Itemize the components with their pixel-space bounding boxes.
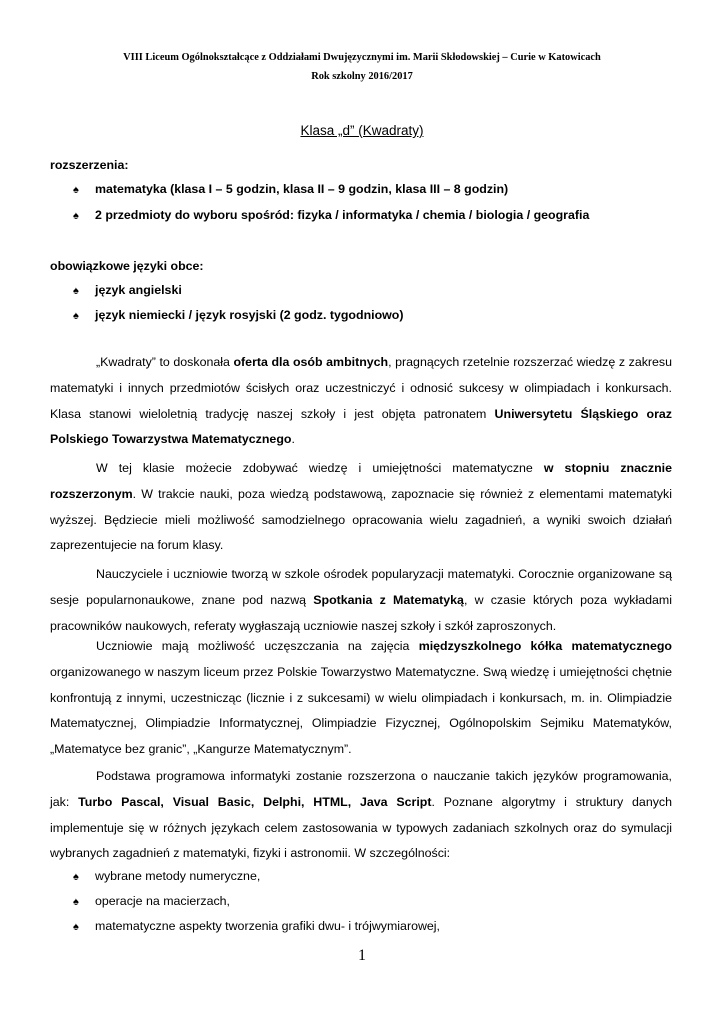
topic-item: ♠ matematyczne aspekty tworzenia grafiki dwu- i trójwymiarowej, xyxy=(73,919,440,933)
school-year-header: Rok szkolny 2016/2017 xyxy=(311,71,413,82)
spade-bullet-icon: ♠ xyxy=(73,921,79,933)
languages-heading: obowiązkowe języki obce: xyxy=(50,259,204,273)
topic-item: ♠ operacje na macierzach, xyxy=(73,894,230,908)
paragraph-intro: „Kwadraty” to doskonała oferta dla osób ambitnych, pragnących rzetelnie rozszerzać wiedzę z zakresu matematyki i innych przedmiotów ścisłych oraz uczestniczyć i odnosić sukcesy w olimpiadach i konkursach. Klasa stanowi wieloletnią tradycję naszej szkoły i jest objęta patronatem Uniwersytetu Śląskiego oraz Polskiego Towarzystwa Matematycznego. xyxy=(50,355,673,447)
extension-item: ♠ 2 przedmioty do wyboru spośród: fizyka / informatyka / chemia / biologia / geografia xyxy=(73,208,590,222)
topic-item: ♠ wybrane metody numeryczne, xyxy=(73,869,261,883)
language-item: ♠ język angielski xyxy=(73,283,182,297)
school-name-header: VIII Liceum Ogólnokształcące z Oddziałami Dwujęzycznymi im. Marii Skłodowskiej – Curie w Katowicach xyxy=(123,52,601,63)
paragraph-math-level: W tej klasie możecie zdobywać wiedzę i umiejętności matematyczne w stopniu znacznie rozszerzonym. W trakcie nauki, poza wiedzą podstawową, zapoznacie się również z elementami matematyki wyższej. Będziecie mieli możliwość samodzielnego opracowania wielu zagadnień, a wyniki swoich działań zaprezentujecie na forum klasy. xyxy=(50,461,672,553)
paragraph-popularization: Nauczyciele i uczniowie tworzą w szkole ośrodek popularyzacji matematyki. Corocznie organizowane są sesje popularnonaukowe, znane pod nazwą Spotkania z Matematyką, w czasie których poza wykładami pracowników naukowych, referaty wygłaszają uczniowie naszej szkoły i szkół zaproszonych. xyxy=(50,567,673,633)
page-number: 1 xyxy=(358,947,366,964)
spade-bullet-icon: ♠ xyxy=(73,184,79,196)
paragraph-informatics: Podstawa programowa informatyki zostanie rozszerzona o nauczanie takich języków programowania, jak: Turbo Pascal, Visual Basic, Delphi, HTML, Java Script. Poznane algorytmy i struktury danych implementuje się w różnych językach celem zastosowania w typowych zadaniach szkolnych oraz do symulacji wybranych zagadnień z matematyki, fizyki i astronomii. W szczególności: xyxy=(50,769,672,861)
spade-bullet-icon: ♠ xyxy=(73,210,79,222)
spade-bullet-icon: ♠ xyxy=(73,871,79,883)
spade-bullet-icon: ♠ xyxy=(73,285,79,297)
extension-item: ♠ matematyka (klasa I – 5 godzin, klasa II – 9 godzin, klasa III – 8 godzin) xyxy=(73,182,509,196)
language-item: ♠ język niemiecki / język rosyjski (2 godz. tygodniowo) xyxy=(73,308,404,322)
spade-bullet-icon: ♠ xyxy=(73,310,79,322)
extensions-heading: rozszerzenia: xyxy=(50,158,129,172)
class-title: Klasa „d” (Kwadraty) xyxy=(300,123,424,138)
paragraph-math-club: Uczniowie mają możliwość uczęszczania na zajęcia międzyszkolnego kółka matematycznego organizowanego w naszym liceum przez Polskie Towarzystwo Matematyczne. Swą wiedzę i umiejętności chętnie konfrontują z innymi, uczestnicząc (licznie i z sukcesami) w wielu olimpiadach i konkursach, m. in. Olimpiadzie Matematycznej, Olimpiadzie Informatycznej, Olimpiadzie Fizycznej, Ogólnopolskim Sejmiku Matematyków, „Matematyce bez granic”, „Kangurze Matematycznym”. xyxy=(50,639,672,757)
spade-bullet-icon: ♠ xyxy=(73,896,79,908)
